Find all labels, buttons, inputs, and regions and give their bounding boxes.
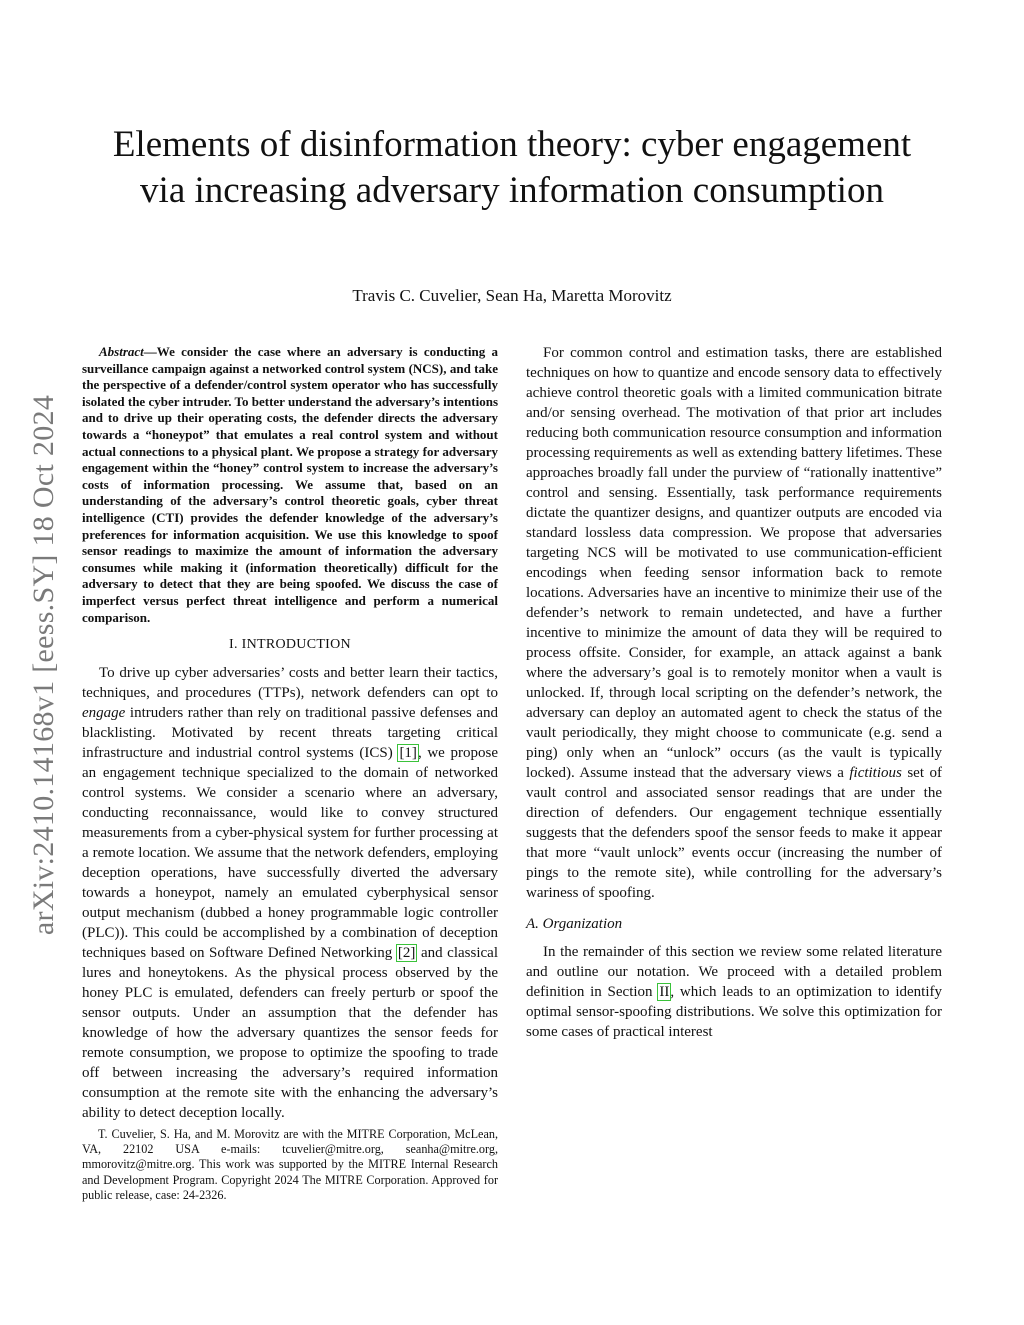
organization-text-a: In the remainder of this section we review some related literature and outline our notation. We proceed with a detailed problem definition in Section xyxy=(526,944,942,1000)
intro-p2-emphasis: fictitious xyxy=(849,765,902,781)
intro-paragraph-1 xyxy=(82,663,498,1123)
citation-link-2[interactable]: [2] xyxy=(397,945,416,962)
subsection-heading-organization: A. Organization xyxy=(526,916,623,932)
intro-p2-text-b: set of vault control and associated sensor readings that are under the direction of defenders. Our engagement technique essentially suggests that the defenders spoof the sensor feeds to make it appear that more “vault unlock” events occur (increasing the number of pings to the remote site), while controlling for the adversary’s wariness of spoofing. xyxy=(526,765,942,901)
left-column xyxy=(82,344,498,1123)
abstract-label: Abstract xyxy=(99,344,144,359)
arxiv-sidebar xyxy=(14,345,74,985)
abstract-dash: — xyxy=(143,344,157,359)
author-list: Travis C. Cuvelier, Sean Ha, Maretta Morovitz xyxy=(352,286,672,305)
author-footnote: T. Cuvelier, S. Ha, and M. Morovitz are with the MITRE Corporation, McLean, VA, 22102 USA e-mails: tcuvelier@mitre.org, seanha@mitre.org, mmorovitz@mitre.org. This work was supported by the MITRE Internal Research and Development Program. Copyright 2024 The MITRE Corporation. Approved for public release, case: 24-2326. xyxy=(82,1127,498,1202)
intro-p1-text-b: intruders rather than rely on traditional passive defenses and blacklisting. Motivated by recent threats targeting critical infrastructure and industrial control systems (ICS) xyxy=(82,705,498,762)
intro-p1-text-a: To drive up cyber adversaries’ costs and better learn their tactics, techniques, and procedures (TTPs), network defenders can opt to xyxy=(82,665,498,702)
intro-paragraph-2 xyxy=(526,343,942,903)
intro-p1-text-d: and classical lures and honeytokens. As the physical process observed by the honey PLC is emulated, defenders can freely perturb or spoof the sensor outputs. Under an assumption that the defender has knowledge of how the adversary quantizes the sensor feeds for remote consumption, we propose to optimize the spoofing to trade off between increasing the adversary’s required information consumption at the remote site with the enhancing the adversary’s ability to detect deception locally. xyxy=(82,945,498,1122)
arxiv-identifier: arXiv:2410.14168v1 [eess.SY] 18 Oct 2024 xyxy=(27,394,60,936)
right-column xyxy=(526,343,942,1042)
section-reference-link[interactable]: II xyxy=(659,984,670,1000)
citation-link-1[interactable]: [1] xyxy=(399,745,417,762)
abstract xyxy=(82,344,498,626)
section-title-rest: NTRODUCTION xyxy=(246,637,351,653)
intro-p1-text-c: , we propose an engagement technique specialized to the domain of networked control systems. We consider a scenario where an adversary, conducting reconnaissance, would like to convey structured measurements from a cyber-physical system for further processing at a remote location. We assume that the network defenders, employing deception operations, have successfully diverted the adversary towards a honeypot, namely an emulated cyberphysical sensor output mechanism (dubbed a honey programmable logic controller (PLC)). This could be accomplished by a combination of deception techniques based on Software Defined Networking xyxy=(82,745,498,962)
abstract-text: We consider the case where an adversary is conducting a surveillance campaign against a networked control system (NCS), and take the perspective of a defender/control system operator who has successfully isolated the cyber intruder. To better understand the adversary’s intentions and to drive up their operating costs, the defender directs the adversary towards a “honeypot” that emulates a real control system and without actual connections to a physical plant. We propose a strategy for adversary engagement within the “honey” control system to increase the adversary’s costs of information processing. We assume that, based on an understanding of the adversary’s control theoretic goals, cyber threat intelligence (CTI) provides the defender knowledge of the adversary’s preferences for information acquisition. We use this knowledge to spoof sensor readings to maximize the amount of information the adversary consumes while making it (information theoretically) difficult for the adversary to detect that they are being spoofed. We discuss the case of imperfect versus perfect threat intelligence and perform a numerical comparison. xyxy=(82,344,499,625)
intro-p2-text-a: For common control and estimation tasks, there are established techniques on how to quantize and encode sensory data to effectively achieve control theoretic goals with a limited communication bitrate and/or sensing overhead. The motivation of that prior art includes reducing both communication resource consumption and information processing requirements as well as extending battery lifetimes. These approaches broadly fall under the purview of “rationally inattentive” control and sensing. Essentially, task performance requirements dictate the quantizer designs, and quantizer outputs are encoded via standard lossless data compression. We propose that adversaries targeting NCS will be motivated to use communication-efficient encodings when feeding sensor information back to remote locations. Adversaries have an incentive to minimize their use of the defender’s network to remain undetected, and have a further incentive to minimize the amount of data they will be required to process offsite. Consider, for example, an attack against a bank where the adversary’s goal is to remotely monitor when a vault is unlocked. If, through local scripting on the defender’s network, the adversary can deploy an automated agent to check the status of the vault periodically, they might choose to communicate (e.g. send a ping) only when an “unlock” occurs (as the vault is typically locked). Assume instead that the adversary views a xyxy=(526,345,942,781)
intro-p1-emphasis: engage xyxy=(82,705,126,722)
section-heading-introduction xyxy=(82,635,498,655)
paper-title: Elements of disinformation theory: cyber engagement via increasing adversary information consumption xyxy=(112,124,912,211)
section-number: I. xyxy=(229,637,238,653)
section-title-initial: I xyxy=(241,637,247,653)
organization-paragraph xyxy=(526,942,942,1042)
organization-text-b: , which leads to an optimization to identify optimal sensor-spoofing distributions. We solve this optimization for some cases of practical interest xyxy=(526,984,942,1040)
